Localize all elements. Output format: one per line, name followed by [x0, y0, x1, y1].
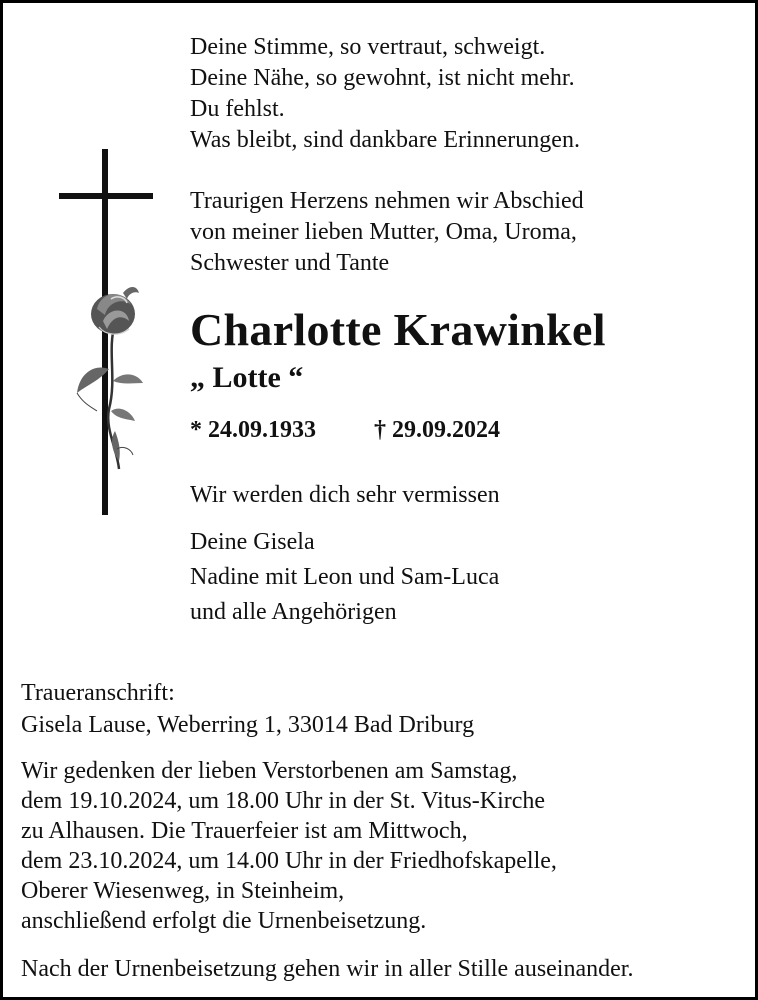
service-line: Oberer Wiesenweg, in Steinheim,: [21, 878, 345, 904]
intro-line: Schwester und Tante: [190, 250, 390, 276]
address-label: Traueranschrift:: [21, 680, 175, 706]
service-line: zu Alhausen. Die Trauerfeier ist am Mittwoch,: [21, 818, 468, 844]
verse-line: Deine Stimme, so vertraut, schweigt.: [190, 34, 546, 60]
verse-line: Du fehlst.: [190, 96, 285, 122]
service-line: anschließend erfolgt die Urnenbeisetzung.: [21, 908, 427, 934]
intro-line: von meiner lieben Mutter, Oma, Uroma,: [190, 219, 577, 245]
verse-line: Was bleibt, sind dankbare Erinnerungen.: [190, 127, 580, 153]
death-date: † 29.09.2024: [374, 417, 500, 443]
deceased-name: Charlotte Krawinkel: [190, 304, 606, 355]
birth-date: * 24.09.1933: [190, 417, 316, 443]
mourner-line: Nadine mit Leon und Sam-Luca: [190, 564, 500, 590]
service-line: dem 19.10.2024, um 18.00 Uhr in der St. Vitus-Kirche: [21, 788, 546, 814]
farewell-text: Wir werden dich sehr vermissen: [190, 482, 500, 508]
deceased-nickname: „ Lotte “: [190, 361, 304, 394]
mourner-line: Deine Gisela: [190, 529, 315, 555]
service-line: Wir gedenken der lieben Verstorbenen am Samstag,: [21, 758, 518, 784]
intro-line: Traurigen Herzens nehmen wir Abschied: [190, 188, 584, 214]
cross-with-rose-icon: [57, 149, 157, 519]
service-line: dem 23.10.2024, um 14.00 Uhr in der Friedhofskapelle,: [21, 848, 557, 874]
address-value: Gisela Lause, Weberring 1, 33014 Bad Driburg: [21, 712, 475, 738]
mourner-line: und alle Angehörigen: [190, 599, 397, 625]
verse-line: Deine Nähe, so gewohnt, ist nicht mehr.: [190, 65, 575, 91]
closing-text: Nach der Urnenbeisetzung gehen wir in aller Stille auseinander.: [21, 956, 634, 982]
